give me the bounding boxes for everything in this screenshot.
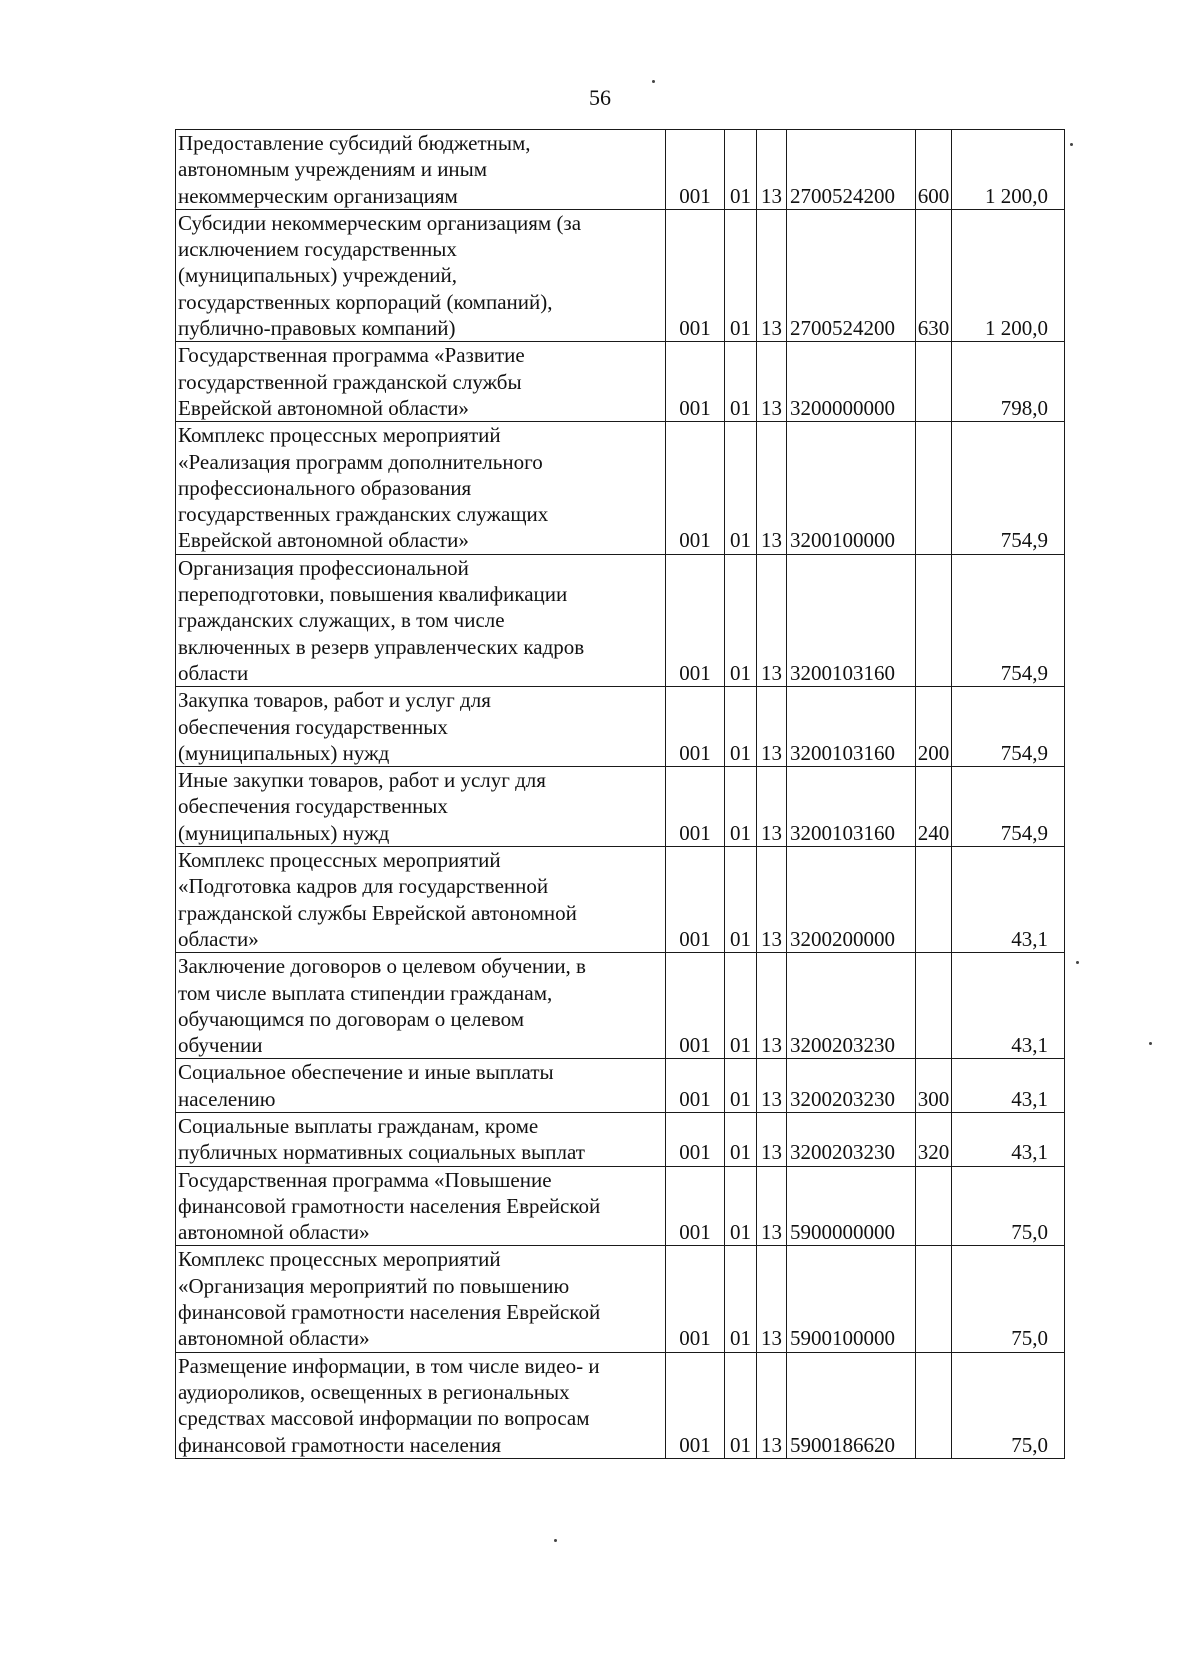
row-grbs: 001 [666,847,725,953]
row-rz: 01 [725,130,757,210]
row-name: Социальные выплаты гражданам, кроме публичных нормативных социальных выплат [176,1112,666,1166]
row-amount: 754,9 [952,554,1065,686]
row-grbs: 001 [666,342,725,422]
row-pr: 13 [757,1166,787,1246]
row-rz: 01 [725,209,757,341]
row-cs: 3200103160 [787,767,916,847]
row-pr: 13 [757,1246,787,1352]
row-name: Организация профессиональной переподготовки, повышения квалификации гражданских служащих, в том числе включенных в резерв управленческих кадров области [176,554,666,686]
table-row [176,130,1065,210]
row-name: Размещение информации, в том числе видео- и аудиороликов, освещенных в региональных средствах массовой информации по вопросам финансовой грамотности населения [176,1352,666,1458]
table-row [176,342,1065,422]
table-row [176,554,1065,686]
row-rz: 01 [725,1166,757,1246]
row-name: Закупка товаров, работ и услуг для обеспечения государственных (муниципальных) нужд [176,687,666,767]
row-amount: 75,0 [952,1246,1065,1352]
row-pr: 13 [757,422,787,554]
row-grbs: 001 [666,953,725,1059]
row-amount: 754,9 [952,687,1065,767]
table-row [176,422,1065,554]
row-cs: 3200203230 [787,1112,916,1166]
row-rz: 01 [725,687,757,767]
row-amount: 1 200,0 [952,130,1065,210]
page-number: 56 [589,85,611,110]
row-grbs: 001 [666,1352,725,1458]
row-amount: 43,1 [952,1112,1065,1166]
row-grbs: 001 [666,1246,725,1352]
table-row [176,1166,1065,1246]
row-name: Государственная программа «Повышение финансовой грамотности населения Еврейской автономной области» [176,1166,666,1246]
row-pr: 13 [757,1059,787,1113]
row-name: Государственная программа «Развитие государственной гражданской службы Еврейской автономной области» [176,342,666,422]
row-vr [916,1166,952,1246]
row-vr [916,422,952,554]
row-name: Комплекс процессных мероприятий «Подготовка кадров для государственной гражданской службы Еврейской автономной области» [176,847,666,953]
scan-speck [1070,143,1073,146]
row-cs: 3200100000 [787,422,916,554]
row-cs: 3200103160 [787,554,916,686]
row-amount: 75,0 [952,1166,1065,1246]
row-rz: 01 [725,1059,757,1113]
row-pr: 13 [757,687,787,767]
row-rz: 01 [725,554,757,686]
row-amount: 754,9 [952,767,1065,847]
table-row [176,1112,1065,1166]
row-vr [916,342,952,422]
row-vr [916,953,952,1059]
table-row [176,847,1065,953]
row-vr [916,847,952,953]
row-vr [916,1246,952,1352]
row-vr: 300 [916,1059,952,1113]
table-row [176,209,1065,341]
row-vr: 240 [916,767,952,847]
row-rz: 01 [725,1352,757,1458]
row-vr [916,1352,952,1458]
table-row [176,953,1065,1059]
row-amount: 1 200,0 [952,209,1065,341]
row-name: Комплекс процессных мероприятий «Организация мероприятий по повышению финансовой грамотности населения Еврейской автономной области» [176,1246,666,1352]
row-amount: 754,9 [952,422,1065,554]
row-rz: 01 [725,1112,757,1166]
row-pr: 13 [757,953,787,1059]
row-cs: 2700524200 [787,130,916,210]
row-grbs: 001 [666,1166,725,1246]
table-row [176,767,1065,847]
row-grbs: 001 [666,209,725,341]
row-pr: 13 [757,554,787,686]
row-vr: 200 [916,687,952,767]
scan-speck [652,80,655,83]
row-cs: 3200203230 [787,953,916,1059]
row-amount: 798,0 [952,342,1065,422]
row-grbs: 001 [666,1112,725,1166]
row-name: Социальное обеспечение и иные выплаты населению [176,1059,666,1113]
budget-table-body [176,130,1065,1459]
row-grbs: 001 [666,554,725,686]
row-rz: 01 [725,767,757,847]
row-vr [916,554,952,686]
row-name: Предоставление субсидий бюджетным, автономным учреждениям и иным некоммерческим организациям [176,130,666,210]
row-rz: 01 [725,1246,757,1352]
row-cs: 5900100000 [787,1246,916,1352]
row-amount: 43,1 [952,953,1065,1059]
scan-speck [1076,961,1079,964]
row-pr: 13 [757,342,787,422]
row-vr: 630 [916,209,952,341]
row-vr: 320 [916,1112,952,1166]
row-cs: 3200200000 [787,847,916,953]
row-grbs: 001 [666,767,725,847]
row-rz: 01 [725,342,757,422]
table-row [176,1246,1065,1352]
row-amount: 43,1 [952,847,1065,953]
row-grbs: 001 [666,422,725,554]
row-cs: 5900000000 [787,1166,916,1246]
row-amount: 43,1 [952,1059,1065,1113]
row-cs: 3200000000 [787,342,916,422]
row-grbs: 001 [666,130,725,210]
row-vr: 600 [916,130,952,210]
row-pr: 13 [757,1112,787,1166]
row-name: Комплекс процессных мероприятий «Реализация программ дополнительного профессионального образования государственных гражданских служащих Еврейской автономной области» [176,422,666,554]
row-pr: 13 [757,130,787,210]
row-cs: 5900186620 [787,1352,916,1458]
row-pr: 13 [757,1352,787,1458]
table-row [176,1352,1065,1458]
table-row [176,1059,1065,1113]
row-cs: 3200203230 [787,1059,916,1113]
row-rz: 01 [725,847,757,953]
scan-speck [1149,1042,1152,1045]
row-pr: 13 [757,767,787,847]
row-rz: 01 [725,953,757,1059]
budget-table [175,129,1065,1459]
scan-speck [554,1539,557,1542]
row-name: Иные закупки товаров, работ и услуг для обеспечения государственных (муниципальных) нужд [176,767,666,847]
row-pr: 13 [757,209,787,341]
row-cs: 2700524200 [787,209,916,341]
table-row [176,687,1065,767]
row-cs: 3200103160 [787,687,916,767]
row-grbs: 001 [666,1059,725,1113]
row-name: Заключение договоров о целевом обучении, в том числе выплата стипендии гражданам, обучающимся по договорам о целевом обучении [176,953,666,1059]
row-name: Субсидии некоммерческим организациям (за исключением государственных (муниципальных) учреждений, государственных корпораций (компаний), публично-правовых компаний) [176,209,666,341]
row-grbs: 001 [666,687,725,767]
row-pr: 13 [757,847,787,953]
row-amount: 75,0 [952,1352,1065,1458]
row-rz: 01 [725,422,757,554]
